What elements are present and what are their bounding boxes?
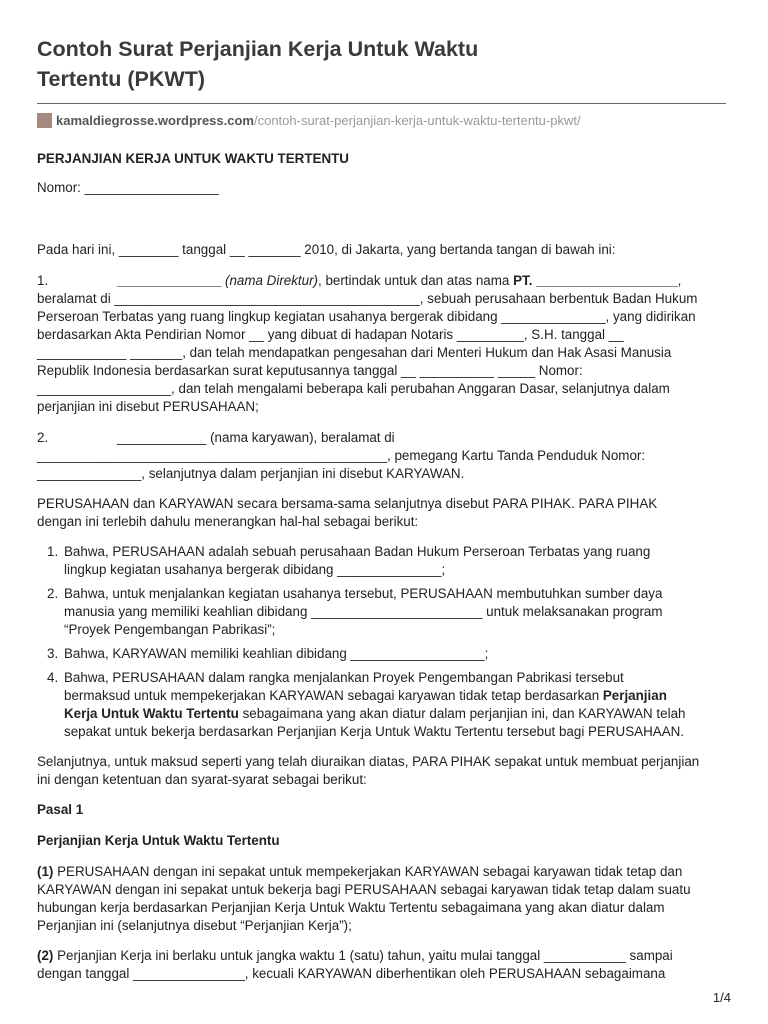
party-2 [37,429,727,483]
list-item-number: 1. [47,544,59,559]
source-domain[interactable]: kamaldiegrosse.wordpress.com [56,112,254,128]
document-heading: PERJANJIAN KERJA UNTUK WAKTU TERTENTU [37,151,349,166]
party-1-line: perjanjian ini disebut PERUSAHAAN; [37,399,259,414]
list-item-number: 3. [47,646,59,661]
clause-2-label: (2) [37,948,54,963]
party-1-text-a: , bertindak untuk dan atas nama [318,273,514,288]
pasal-title: Perjanjian Kerja Untuk Waktu Tertentu [37,833,280,848]
clause-text: Perjanjian Kerja ini berlaku untuk jangka waktu 1 (satu) tahun, yaitu mulai tanggal ___________ sampai [53,948,673,963]
list-item-bold: Kerja Untuk Waktu Tertentu [64,706,239,721]
selanjutnya-paragraph [37,753,727,789]
list-item-text: bermaksud untuk mempekerjakan KARYAWAN sebagai karyawan tidak tetap berdasarkan [64,688,603,703]
party-2-first-line [37,429,727,447]
clause-1-label: (1) [37,864,54,879]
party-1 [37,272,727,416]
party-1-first-line [37,272,727,290]
title-line-1: Contoh Surat Perjanjian Kerja Untuk Waktu [37,37,479,61]
selanjutnya-line: Selanjutnya, untuk maksud seperti yang telah diuraikan diatas, PARA PIHAK sepakat untuk membuat perjanjian [37,754,700,769]
clause-line: KARYAWAN dengan ini sepakat untuk bekerja bagi PERUSAHAAN sebagai karyawan tidak tetap dalam suatu [37,882,691,897]
list-item [37,645,727,663]
list-item [37,585,727,639]
source-path[interactable]: /contoh-surat-perjanjian-kerja-untuk-waktu-tertentu-pkwt/ [253,112,581,128]
party-1-line: Republik Indonesia berdasarkan surat keputusannya tanggal __ __________ _____ Nomor: [37,363,583,378]
clause-1 [37,863,727,935]
party-1-line: __________________, dan telah mengalami beberapa kali perubahan Anggaran Dasar, selanjutnya dalam [37,381,670,396]
para-pihak-line: PERUSAHAAN dan KARYAWAN secara bersama-sama selanjutnya disebut PARA PIHAK. PARA PIHAK [37,496,658,511]
list-item-line [64,687,727,705]
title-divider [37,103,726,104]
clause-line: hubungan kerja berdasarkan Perjanjian Kerja Untuk Waktu Tertentu sebagaimana yang akan diatur dalam [37,900,665,915]
clause-text: PERUSAHAAN dengan ini sepakat untuk mempekerjakan KARYAWAN sebagai karyawan tidak tetap dan [53,864,683,879]
list-item-number: 2. [47,586,59,601]
title-line-2: Tertentu (PKWT) [37,67,205,91]
opening-paragraph: Pada hari ini, ________ tanggal __ _______ 2010, di Jakarta, yang bertanda tangan di bawah ini: [37,242,616,257]
list-item-line: Bahwa, PERUSAHAAN dalam rangka menjalankan Proyek Pengembangan Pabrikasi tersebut [64,670,624,685]
clause-2 [37,947,727,983]
list-item-line [64,705,727,723]
party-1-number: 1. [37,273,49,288]
nomor-line: Nomor: __________________ [37,180,219,195]
party-2-line: ______________, selanjutnya dalam perjanjian ini disebut KARYAWAN. [37,466,465,481]
party-1-line: ____________ _______, dan telah mendapatkan pengesahan dari Menteri Hukum dan Hak Asasi Manusia [37,345,672,360]
party-2-line: _______________________________________________, pemegang Kartu Tanda Penduduk Nomor: [37,448,646,463]
list-item-line: “Proyek Pengembangan Pabrikasi”; [64,622,276,637]
list-item [37,669,727,741]
clause-line [37,947,727,965]
party-2-number: 2. [37,430,49,445]
list-item-line: sepakat untuk bekerja berdasarkan Perjanjian Kerja Untuk Waktu Tertentu tersebut bagi PERUSAHAAN. [64,724,685,739]
clause-line [37,863,727,881]
para-pihak-paragraph [37,495,727,531]
recital-list [37,543,727,741]
party-1-text-b: , [677,273,682,288]
list-item-bold: Perjanjian [602,688,667,703]
source-link[interactable] [37,111,581,129]
party-1-pt: PT. ___________________ [513,273,678,288]
party-1-line: Perseroan Terbatas yang ruang lingkup kegiatan usahanya bergerak dibidang ______________, yang didirikan [37,309,696,324]
page-number: 1/4 [712,990,731,1005]
list-item-line: Bahwa, KARYAWAN memiliki keahlian dibidang __________________; [64,646,489,661]
clause-line: dengan tanggal _______________, kecuali KARYAWAN diberhentikan oleh PERUSAHAAN sebagaimana [37,966,666,981]
list-item [37,543,727,579]
party-1-line: beralamat di _________________________________________, sebuah perusahaan berbentuk Badan Hukum [37,291,698,306]
para-pihak-line: dengan ini terlebih dahulu menerangkan hal-hal sebagai berikut: [37,514,419,529]
list-item-line: Bahwa, untuk menjalankan kegiatan usahanya tersebut, PERUSAHAAN membutuhkan sumber daya [64,586,663,601]
list-item-line: lingkup kegiatan usahanya bergerak dibidang ______________; [64,562,446,577]
selanjutnya-line: ini dengan ketentuan dan syarat-syarat sebagai berikut: [37,772,367,787]
page-title [37,34,637,94]
pasal-number: Pasal 1 [37,802,84,817]
party-1-blank: ______________ [117,273,222,288]
party-1-line: berdasarkan Akta Pendirian Nomor __ yang dibuat di hadapan Notaris _________, S.H. tanggal __ [37,327,624,342]
clause-line: Perjanjian ini (selanjutnya disebut “Perjanjian Kerja”); [37,918,352,933]
site-favicon-icon [37,113,52,128]
party-1-role: (nama Direktur) [225,273,319,288]
list-item-line: Bahwa, PERUSAHAAN adalah sebuah perusahaan Badan Hukum Perseroan Terbatas yang ruang [64,544,651,559]
list-item-line: manusia yang memiliki keahlian dibidang _______________________ untuk melaksanakan program [64,604,663,619]
list-item-text: sebagaimana yang akan diatur dalam perjanjian ini, dan KARYAWAN telah [238,706,686,721]
list-item-number: 4. [47,670,59,685]
party-2-first: ____________ (nama karyawan), beralamat di [117,430,395,445]
